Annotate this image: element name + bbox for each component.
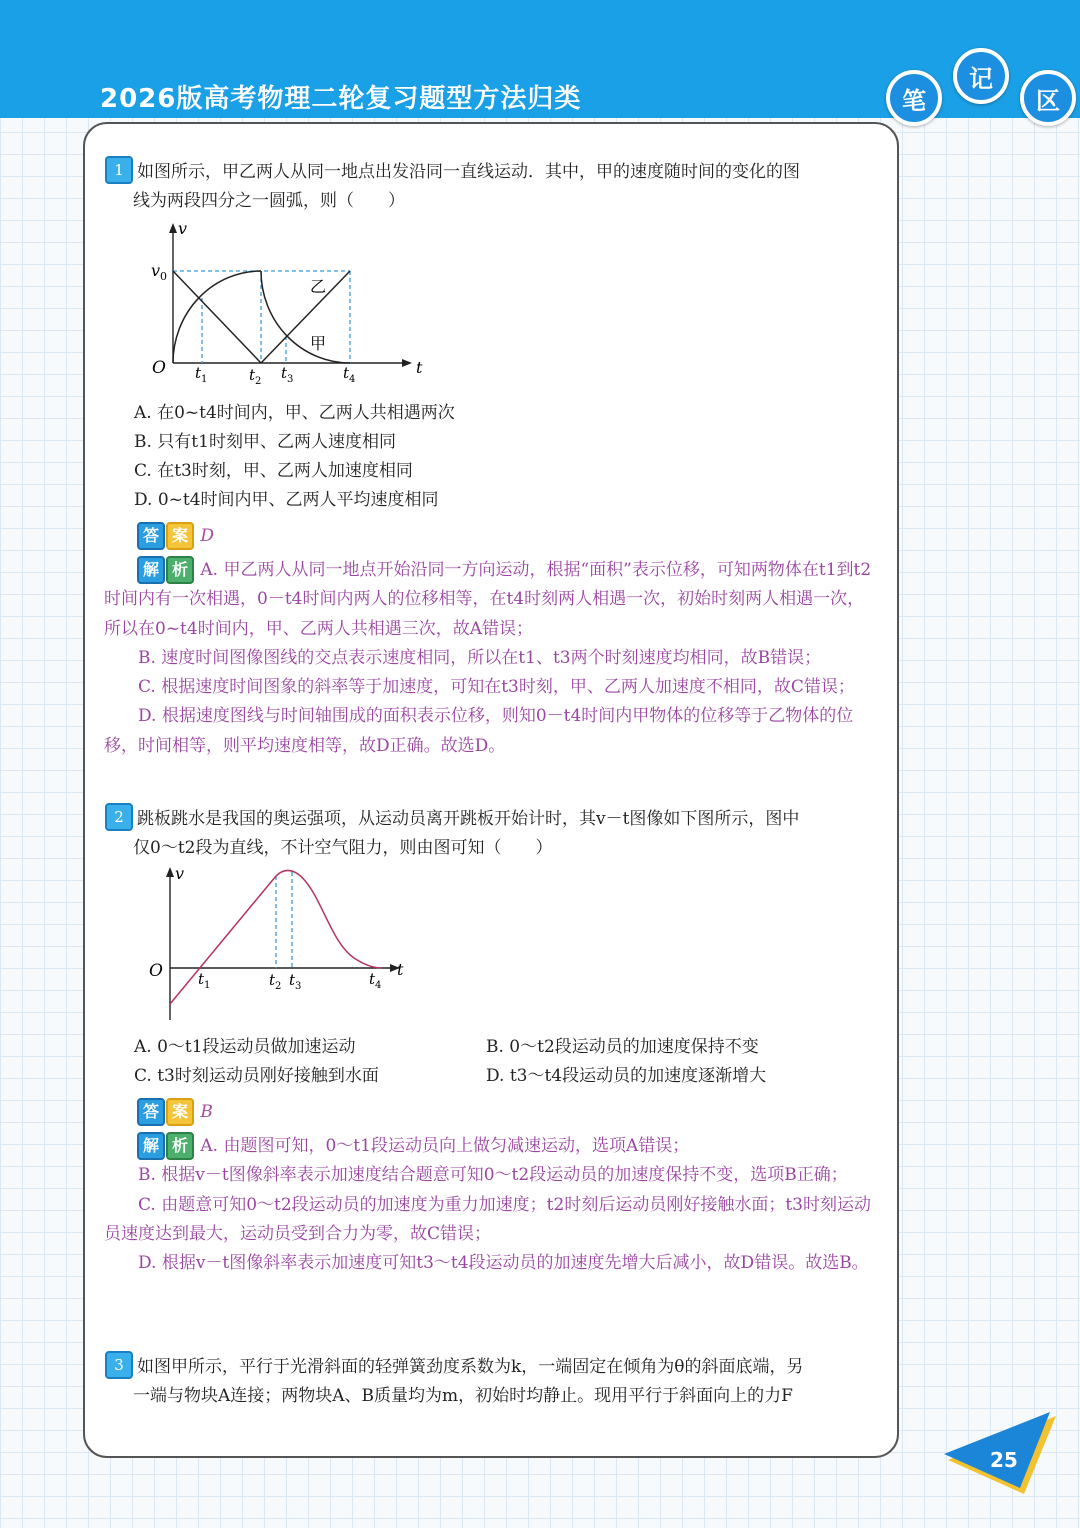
origin-label: O xyxy=(152,358,166,378)
q1-analysis-a: A. 甲乙两人从同一地点开始沿同一方向运动，根据“面积”表示位移，可知两物体在t1到t2时间内有一次相遇，0－t4时间内两人的位移相等，在t4时刻两人相遇一次，初始时刻两人相遇一次，所以在0~t4时间内，甲、乙两人共相遇三次，故A错误； xyxy=(104,560,872,639)
question-stem-line: 线为两段四分之一圆弧，则（ ） xyxy=(133,191,405,211)
q2-option-c[interactable]: C. t3时刻运动员刚好接触到水面 xyxy=(134,1066,379,1086)
note-char-1: 笔 xyxy=(886,70,942,126)
q1-vt-graph xyxy=(140,218,440,388)
v0-label: v xyxy=(151,261,161,280)
q1-answer-row xyxy=(137,522,214,551)
svg-text:t4: $t_4$ xyxy=(343,364,356,385)
q2-analysis-a: A. 由题图可知，0～t1段运动员向上做匀减速运动，选项A错误； xyxy=(200,1136,690,1156)
q1-option-d[interactable]: D. 0~t4时间内甲、乙两人平均速度相同 xyxy=(134,490,439,510)
page-number: 25 xyxy=(990,1448,1018,1472)
note-char-2: 记 xyxy=(953,48,1009,104)
question-stem-line: 如图甲所示，平行于光滑斜面的轻弹簧劲度系数为k，一端固定在倾角为θ的斜面底端，另 xyxy=(137,1357,804,1377)
question-number: 3 xyxy=(105,1351,133,1379)
label-jia: 甲 xyxy=(310,334,327,353)
q2-answer: B xyxy=(200,1102,213,1122)
svg-text:t2: $t_2$ xyxy=(269,971,282,992)
axis-v-label: v xyxy=(178,219,188,238)
q1-analysis-c: C. 根据速度时间图象的斜率等于加速度，可知在t3时刻，甲、乙两人加速度不相同，故C错误； xyxy=(138,677,855,698)
question-number: 2 xyxy=(105,803,133,831)
q1-analysis-b: B. 速度时间图像图线的交点表示速度相同，所以在t1、t3两个时刻速度均相同，故B错误； xyxy=(138,647,822,668)
svg-text:v0: $v_0$ xyxy=(151,261,168,283)
question-2 xyxy=(105,803,875,863)
svg-text:t1: $t_1$ xyxy=(198,970,211,991)
q1-option-a[interactable]: A. 在0~t4时间内，甲、乙两人共相遇两次 xyxy=(134,403,455,423)
analysis-tag-1: 解 xyxy=(137,1132,165,1160)
analysis-tag-1: 解 xyxy=(137,556,165,584)
q2-answer-row xyxy=(137,1098,213,1127)
question-stem-line: 一端与物块A连接；两物块A、B质量均为m，初始时均静止。现用平行于斜面向上的力F xyxy=(133,1386,793,1406)
label-yi: 乙 xyxy=(310,277,327,296)
answer-tag-1: 答 xyxy=(137,1098,165,1126)
answer-tag-2: 案 xyxy=(166,522,194,550)
svg-text:t1: $t_1$ xyxy=(195,364,208,385)
analysis-tag-2: 析 xyxy=(166,1132,194,1160)
q2-option-a[interactable]: A. 0～t1段运动员做加速运动 xyxy=(134,1037,356,1057)
analysis-tag-2: 析 xyxy=(166,556,194,584)
origin-label: O xyxy=(149,961,163,981)
answer-tag-1: 答 xyxy=(137,522,165,550)
note-char-3: 区 xyxy=(1020,70,1076,126)
q2-analysis-b: B. 根据v－t图像斜率表示加速度结合题意可知0～t2段运动员的加速度保持不变，选项B正确； xyxy=(138,1165,848,1186)
q1-analysis xyxy=(104,556,872,761)
q1-option-b[interactable]: B. 只有t1时刻甲、乙两人速度相同 xyxy=(134,432,396,452)
svg-text:t3: $t_3$ xyxy=(289,971,302,992)
axis-t-label: t xyxy=(416,358,423,377)
q2-analysis-c: C. 由题意可知0～t2段运动员的加速度为重力加速度；t2时刻后运动员刚好接触水面；t3时刻运动员速度达到最大，运动员受到合力为零，故C错误； xyxy=(104,1194,871,1244)
svg-text:t3: $t_3$ xyxy=(281,364,294,385)
q2-analysis-d: D. 根据v－t图像斜率表示加速度可知t3～t4段运动员的加速度先增大后减小，故D错误。故选B。 xyxy=(138,1253,869,1274)
question-3 xyxy=(105,1351,875,1411)
svg-text:t2: $t_2$ xyxy=(249,366,262,387)
page-header-title: 2026版高考物理二轮复习题型方法归类 xyxy=(100,84,582,114)
q1-option-c[interactable]: C. 在t3时刻，甲、乙两人加速度相同 xyxy=(134,461,413,481)
q2-option-b[interactable]: B. 0～t2段运动员的加速度保持不变 xyxy=(486,1037,759,1057)
axis-t-label: t xyxy=(397,960,404,979)
axis-v-label: v xyxy=(175,864,185,883)
q2-option-d[interactable]: D. t3～t4段运动员的加速度逐渐增大 xyxy=(486,1066,767,1086)
yi-line-up xyxy=(261,271,350,363)
question-stem-line: 跳板跳水是我国的奥运强项，从运动员离开跳板开始计时，其v－t图像如下图所示，图中 xyxy=(137,809,800,829)
yi-line-down xyxy=(173,271,261,363)
question-stem-line: 仅0～t2段为直线，不计空气阻力，则由图可知（ ） xyxy=(133,838,553,858)
answer-tag-2: 案 xyxy=(166,1098,194,1126)
question-stem-line: 如图所示，甲乙两人从同一地点出发沿同一直线运动．其中，甲的速度随时间的变化的图 xyxy=(137,162,800,182)
svg-text:t4: $t_4$ xyxy=(369,970,382,991)
q1-analysis-d: D. 根据速度图线与时间轴围成的面积表示位移，则知0－t4时间内甲物体的位移等于乙物体的位移，时间相等，则平均速度相等，故D正确。故选D。 xyxy=(104,706,854,756)
q2-analysis xyxy=(104,1132,872,1278)
question-1 xyxy=(105,156,875,216)
question-number: 1 xyxy=(105,156,133,184)
q1-answer: D xyxy=(200,526,215,546)
q2-vt-graph xyxy=(140,862,420,1027)
